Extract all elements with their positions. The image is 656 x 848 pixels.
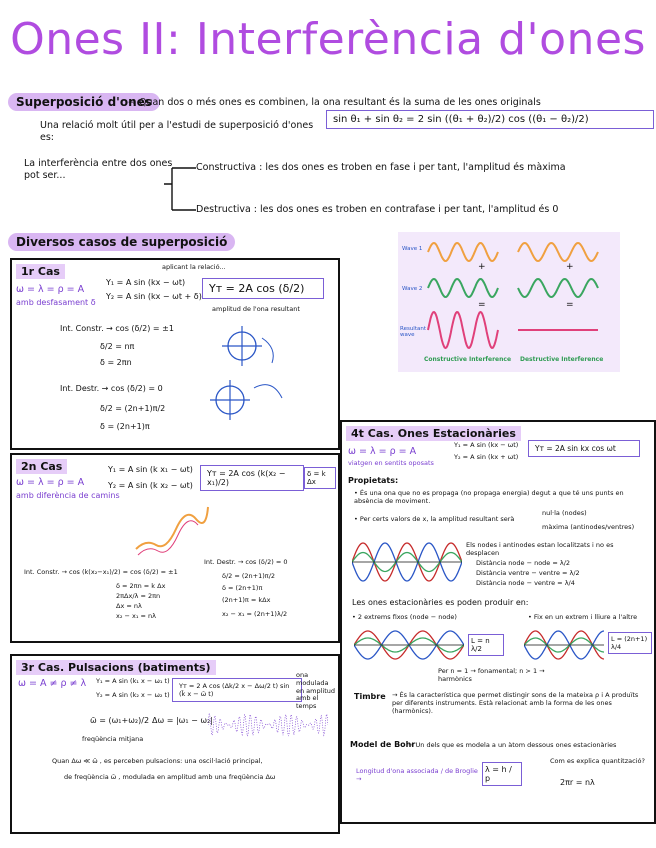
cas2-constr-line-2: 2πΔx/λ = 2πn (116, 592, 161, 600)
cas4-dist2: Distància ventre − ventre = λ/2 (476, 569, 580, 577)
cas2-cond2: amb diferència de camins (16, 491, 120, 500)
cas2-destr-line-4: x₂ − x₁ = (2n+1)λ/2 (222, 610, 288, 618)
interference-waves-svg (398, 232, 620, 372)
cas4-standing-wave (352, 540, 462, 584)
page-title: Ones II: Interferència d'ones (10, 14, 646, 65)
cas1-result-note: amplitud de l'ona resultant (212, 305, 300, 313)
cas4-timbre-label: Timbre (354, 692, 386, 701)
superposicio-label: Superposició d'ones (8, 93, 160, 111)
superposicio-definition: → Quan dos o més ones es combinen, la ona resultant és la suma de les ones originals (128, 97, 541, 108)
cas2-destr: Int. Destr. → cos (δ/2) = 0 (204, 558, 288, 566)
cas1-phasor-diagram (202, 318, 302, 438)
destructive-wave1 (518, 243, 598, 261)
cas4-len2: L = (2n+1) λ/4 (608, 632, 652, 654)
constructive-wave1 (428, 243, 498, 261)
cas4-prop2a: nul·la (nodes) (542, 509, 587, 517)
constructive-resultant (428, 312, 498, 348)
wave2-label: Wave 2 (402, 286, 423, 292)
cas4-cond1: ω = λ = ρ = A (348, 446, 417, 457)
cas4-cond2: viatgen en sentits oposats (348, 459, 434, 467)
cas1-constr2: δ/2 = nπ (100, 342, 135, 351)
plus-sign-right: + (566, 262, 574, 272)
card-cas4 (340, 420, 656, 824)
cas4-eq1: Y₁ = A sin (kx − ωt) (454, 441, 519, 449)
wave1-label: Wave 1 (402, 246, 423, 252)
cas3-beats-sketch (208, 710, 328, 740)
equals-sign-left: = (478, 300, 486, 310)
cas2-title: 2n Cas (16, 459, 67, 474)
cas2-cond1: ω = λ = ρ = A (16, 477, 85, 488)
cas1-cond2: amb desfasament δ (16, 298, 96, 307)
cas3-eq2: Y₂ = A sin (k₂ x − ω₂ t) (96, 691, 170, 699)
cas3-cond: ω = A ≠ ρ ≠ λ (18, 678, 87, 689)
cas3-diff: Δω = |ω₁ − ω₂| (152, 716, 213, 725)
cas4-bohr-eq: λ = h / p (482, 762, 522, 786)
cas4-bohr: → Un dels que es modela a un àtom dessous ones estacionàries (408, 741, 617, 749)
cas2-destr-line-2: δ = (2n+1)π (222, 584, 263, 592)
interferencia-constructiva: Constructiva : les dos ones es troben en fase i per tant, l'amplitud és màxima (196, 162, 566, 173)
resultant-label: Resultant wave (400, 326, 427, 338)
constructive-wave2 (428, 279, 498, 297)
cas1-destr2: δ/2 = (2n+1)π/2 (100, 404, 166, 413)
cas1-destr: Int. Destr. → cos (δ/2) = 0 (60, 384, 163, 393)
plus-sign-left: + (478, 262, 486, 272)
relation-formula: sin θ₁ + sin θ₂ = 2 sin ((θ₁ + θ₂)/2) cos ((θ₁ − θ₂)/2) (326, 110, 654, 129)
cas4-prop-label: Propietats: (348, 476, 399, 485)
constructive-caption: Constructive Interference (424, 356, 512, 363)
cas4-fixed-free-wave (524, 628, 604, 662)
cas4-result: Yт = 2A sin kx cos ωt (528, 440, 640, 457)
cas3-avg-note: freqüència mitjana (82, 735, 144, 743)
cas1-constr: Int. Constr. → cos (δ/2) = ±1 (60, 324, 174, 333)
cas4-prop2: • Per certs valors de x, la amplitud resultant serà (354, 515, 515, 523)
cas4-len1: L = n λ/2 (468, 634, 504, 656)
cas2-constr: Int. Constr. → cos (k(x₂−x₁)/2) = cos (δ/2) = ±1 (24, 568, 178, 576)
cas4-produce: Les ones estacionàries es poden produir en: (352, 598, 529, 607)
beats-wave (208, 714, 328, 736)
card-cas3 (10, 654, 340, 834)
cas3-conclusion-1: Quan Δω ≪ ω̄ , es perceben pulsacions: una oscil·lació principal, (52, 757, 263, 765)
cas2-wave-sketch (132, 499, 212, 559)
cas1-eq1: Y₁ = A sin (kx − ωt) (106, 278, 186, 287)
cas1-cond1: ω = λ = ρ = A (16, 284, 85, 295)
cas3-eq1: Y₁ = A sin (k₁ x − ω₁ t) (96, 677, 170, 685)
cas2-delta: δ = k Δx (304, 467, 336, 489)
cas4-prop2b: màxima (antinodes/ventres) (542, 523, 635, 531)
relation-text: Una relació molt útil per a l'estudi de superposició d'ones es: (40, 120, 314, 143)
card-cas1 (10, 258, 340, 450)
cas2-constr-line-4: x₂ − x₁ = nλ (116, 612, 157, 620)
card-cas2 (10, 453, 340, 643)
cas4-eq2: Y₂ = A sin (kx + ωt) (454, 453, 519, 461)
cas2-destr-line-1: δ/2 = (2n+1)π/2 (222, 572, 276, 580)
cas4-case-a: • 2 extrems fixos (node − node) (352, 613, 457, 621)
interferencia-destructiva: Destructiva : les dos ones es troben en contrafase i per tant, l'amplitud és 0 (196, 204, 559, 215)
cas3-result: Yт = 2 A cos (Δk/2 x − Δω/2 t) sin (k̄ x − ω̄ t) (172, 678, 302, 702)
cas1-eq2: Y₂ = A sin (kx − ωt + δ) (106, 292, 202, 301)
cas4-bohr-label: Model de Bohr (350, 740, 416, 749)
interferencia-bracket (160, 162, 200, 216)
interference-figure (398, 232, 620, 372)
cas3-result-note: ona modulada en amplitud amb el temps (296, 671, 336, 711)
cas4-prop1: • És una ona que no es propaga (no propaga energia) degut a que té uns punts en absència de moviment. (354, 489, 624, 505)
destructive-wave2 (518, 279, 598, 297)
cas1-result: Yт = 2A cos (δ/2) (202, 278, 324, 299)
cas4-bohr-eq-label: Longitud d'ona associada / de Broglie → (356, 767, 478, 783)
diversos-label: Diversos casos de superposició (8, 233, 235, 251)
cas2-destr-line-3: (2n+1)π = kΔx (222, 596, 271, 604)
cas2-result: Yт = 2A cos (k(x₂ − x₁)/2) (200, 465, 304, 491)
cas2-constr-line-3: Δx = nλ (116, 602, 142, 610)
equals-sign-right: = (566, 300, 574, 310)
cas3-conclusion-2: de freqüència ω̄ , modulada en amplitud amb una freqüència Δω (64, 773, 276, 781)
cas1-destr3: δ = (2n+1)π (100, 422, 150, 431)
cas1-title: 1r Cas (16, 264, 65, 279)
cas1-constr3: δ = 2πn (100, 358, 132, 367)
cas4-title: 4t Cas. Ones Estacionàries (346, 426, 521, 441)
cas2-eq2: Y₂ = A sin (k x₂ − ωt) (108, 481, 193, 490)
cas4-fixed-fixed-wave (354, 628, 464, 662)
destructive-caption: Destructive Interference (520, 356, 604, 363)
cas4-dist3: Distància node − ventre = λ/4 (476, 579, 575, 587)
cas4-bohr-cond2: 2πr = nλ (560, 778, 595, 787)
cas4-case-b: • Fix en un extrem i lliure a l'altre (528, 613, 638, 621)
cas4-harmonic: Per n = 1 → fonamental; n > 1 → harmònics (438, 667, 545, 683)
cas1-note: aplicant la relació... (162, 263, 226, 271)
cas3-avg: ω̄ = (ω₁+ω₂)/2 (90, 716, 150, 725)
cas4-dist1: Distància node − node = λ/2 (476, 559, 571, 567)
cas4-nodes-note: Els nodes i antinodes estan localitzats i no es desplacen (466, 541, 614, 557)
cas3-title: 3r Cas. Pulsacions (batiments) (16, 660, 216, 675)
cas2-constr-line-1: δ = 2πn = k Δx (116, 582, 166, 590)
cas4-bohr-cond: Com es explica quantització? (550, 757, 645, 765)
interferencia-intro: La interferència entre dos ones pot ser... (24, 158, 173, 181)
cas4-timbre: → És la característica que permet distingir sons de la mateixa ρ i A produïts per diferents instruments. Està relacionat amb la forma de les ones (harmònics). (392, 691, 639, 715)
cas2-eq1: Y₁ = A sin (k x₁ − ωt) (108, 465, 193, 474)
